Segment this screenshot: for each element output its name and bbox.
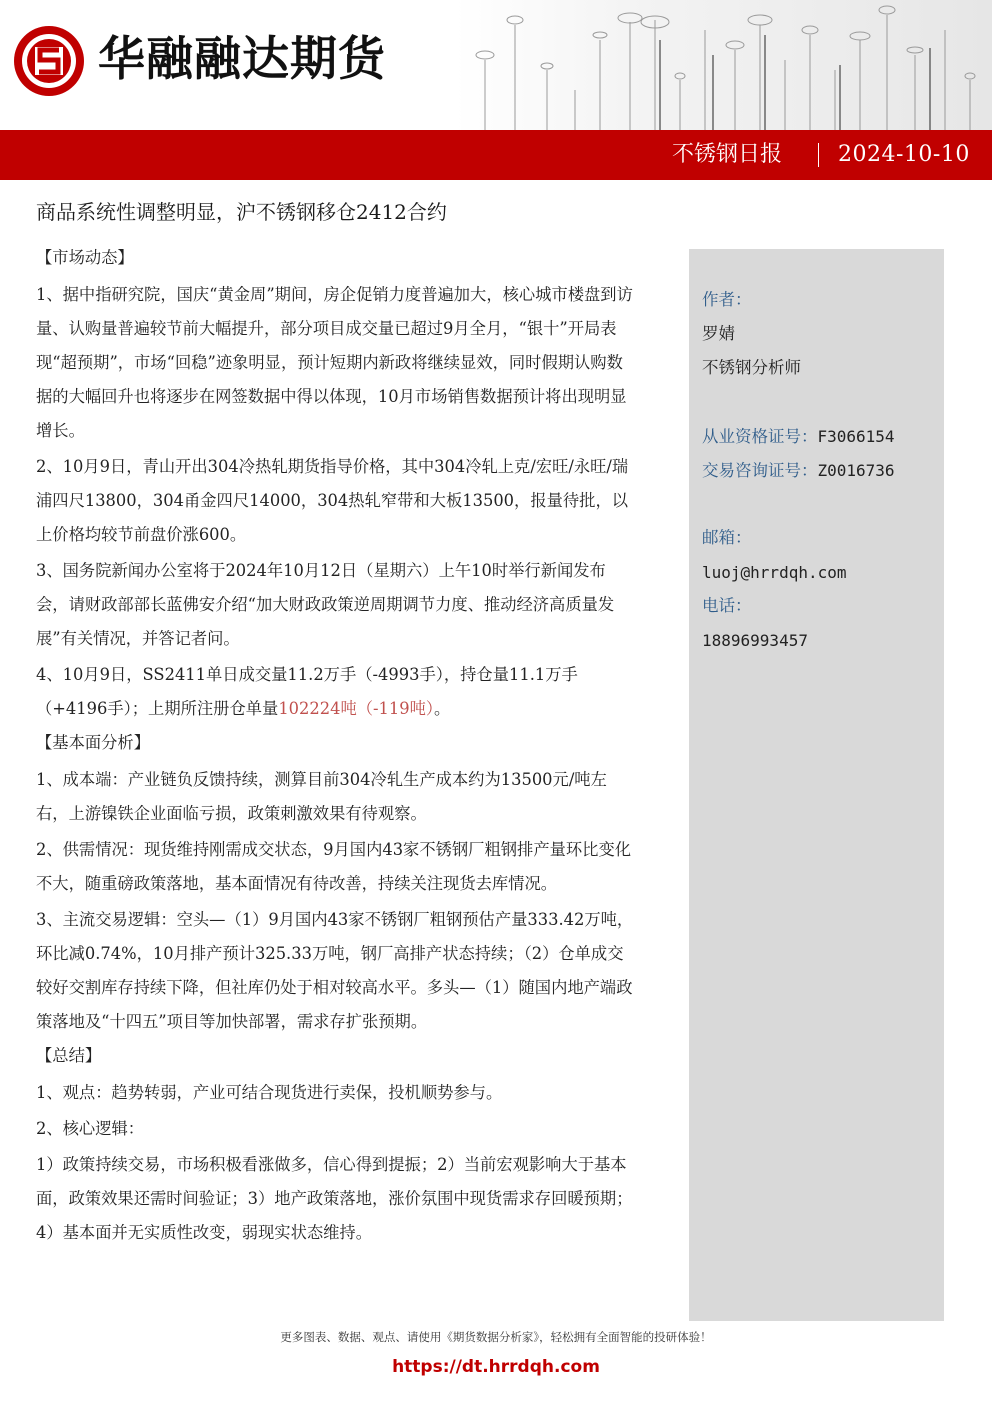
market-item: 1、据中指研究院，国庆“黄金周”期间，房企促销力度普遍加大，核心城市楼盘到访量、认购量普遍较节前大幅提升，部分项目成交量已超过9月全月，“银十”开局表现“超预期”，市场“回稳”迹象明显，预计短期内新政将继续显效，同时假期认购数据的大幅回升也将逐步在网签数据中得以体现，10月市场销售数据预计将出现明显增长。 (36, 285, 633, 440)
market-item: 2、10月9日，青山开出304冷热轧期货指导价格，其中304冷轧上克/宏旺/永旺/瑞浦四尺13800，304甬金四尺14000，304热轧窄带和大板13500，报量待批，以上价格均较节前盘价涨600。 (36, 457, 629, 544)
consult-number: Z0016736 (817, 461, 895, 480)
summary-item: 2、核心逻辑： (36, 1119, 145, 1138)
headline: 商品系统性调整明显，沪不锈钢移仓2412合约 (36, 200, 447, 224)
email-label: 邮箱： (702, 528, 752, 547)
footer-promo: 更多图表、数据、观点、请使用《期货数据分析家》，轻松拥有全面智能的投研体验！ (280, 1330, 712, 1344)
section-title-summary: 【总结】 (36, 1046, 102, 1065)
title-separator (818, 143, 819, 167)
summary-item: 1）政策持续交易，市场积极看涨做多，信心得到提振；2）当前宏观影响大于基本面，政策效果还需时间验证；3）地产政策落地，涨价氛围中现货需求存回暖预期；4）基本面并无实质性改变，弱现实状态维持。 (36, 1155, 633, 1242)
consult-line (702, 460, 895, 482)
author-title: 不锈钢分析师 (702, 358, 801, 377)
fundamental-item: 3、主流交易逻辑：空头—（1）9月国内43家不锈钢厂粗钢预估产量333.42万吨，环比减0.74%，10月排产预计325.33万吨，钢厂高排产状态持续；（2）仓单成交较好交割库存持续下降，但社库仍处于相对较高水平。多头—（1）随国内地产端政策落地及“十四五”项目等加快部署，需求存扩张预期。 (36, 910, 634, 1031)
author-name: 罗婧 (702, 324, 735, 343)
consult-label: 交易咨询证号： (702, 461, 818, 480)
phone-number: 18896993457 (702, 631, 808, 650)
report-date: 2024-10-10 (838, 142, 970, 167)
fundamental-item: 1、成本端：产业链负反馈持续，测算目前304冷轧生产成本约为13500元/吨左右，上游镍铁企业面临亏损，政策刺激效果有待观察。 (36, 770, 607, 823)
report-title: 不锈钢日报 (671, 142, 782, 167)
main-content (36, 243, 636, 1258)
market-item-text: 4、10月9日，SS2411单日成交量11.2万手（-4993手），持仓量11.1万手（+4196手）；上期所注册仓单量 (36, 665, 578, 718)
phone-label: 电话： (702, 596, 752, 615)
section-title-fundamental: 【基本面分析】 (36, 733, 150, 752)
fundamental-item: 2、供需情况：现货维持刚需成交状态，9月国内43家不锈钢厂粗钢排产量环比变化不大，随重磅政策落地，基本面情况有待改善，持续关注现货去库情况。 (36, 840, 632, 893)
market-item-end: 。 (434, 699, 451, 718)
brand-name: 华融融达期货 (98, 32, 386, 87)
huarong-logo-icon (12, 24, 86, 98)
section-title-market: 【市场动态】 (36, 248, 134, 267)
page-header (0, 0, 992, 167)
author-sidebar (689, 249, 944, 1321)
qualification-label: 从业资格证号： (702, 427, 818, 446)
summary-item: 1、观点：趋势转弱，产业可结合现货进行卖保，投机顺势参与。 (36, 1083, 503, 1102)
email-address[interactable]: luoj@hrrdqh.com (702, 563, 847, 582)
warrant-highlight: 102224吨（-119吨） (278, 699, 435, 718)
qualification-number: F3066154 (817, 427, 895, 446)
footer-link[interactable]: https://dt.hrrdqh.com (392, 1357, 600, 1377)
market-item (36, 658, 636, 726)
author-label: 作者： (702, 290, 752, 309)
decorative-lines-graphic (455, 0, 992, 130)
qualification-line (702, 426, 895, 448)
market-item: 3、国务院新闻办公室将于2024年10月12日（星期六）上午10时举行新闻发布会，请财政部部长蓝佛安介绍“加大财政政策逆周期调节力度、推动经济高质量发展”有关情况，并答记者问。 (36, 561, 615, 648)
